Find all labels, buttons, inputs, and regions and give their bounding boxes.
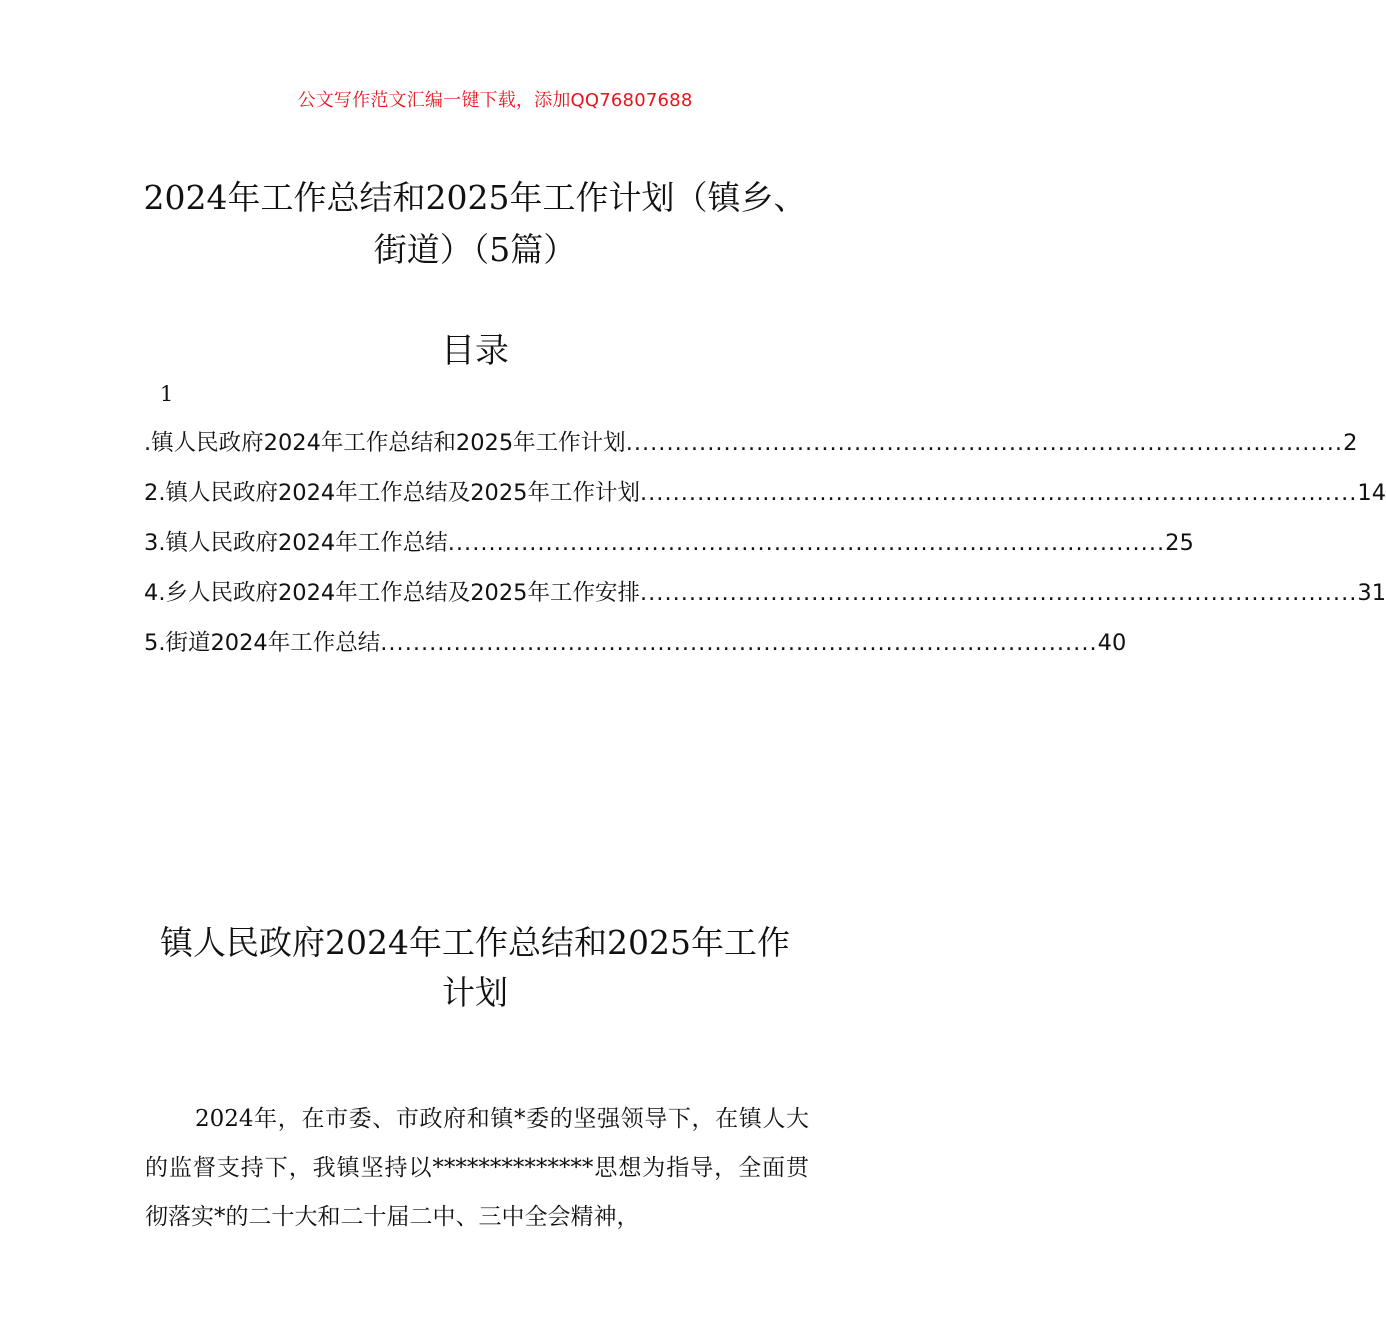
toc-leader-dots: ........................................................................................: [640, 580, 1358, 606]
toc-leader-dots: ........................................................................................: [447, 530, 1166, 556]
document-title: [130, 172, 820, 276]
body-paragraph: 2024年，在市委、市政府和镇*委的坚强领导下，在镇人大的监督支持下，我镇坚持以**************思想为指导，全面贯彻落实*的二十大和二十届二中、三中全会精神，: [145, 1106, 809, 1230]
toc-entry[interactable]: [144, 425, 1358, 475]
toc-entry-label: .镇人民政府2024年工作总结和2025年工作计划: [144, 430, 626, 456]
toc-leader-dots: ........................................................................................: [380, 630, 1098, 656]
section-title: [130, 918, 820, 1018]
toc-heading: 目录: [441, 331, 509, 371]
toc-entry[interactable]: [144, 525, 1194, 575]
toc-entry-label: 4.乡人民政府2024年工作总结及2025年工作安排: [144, 580, 640, 606]
document-title-line2: 街道）（5篇）: [373, 230, 577, 269]
toc-entry-page: 14: [1357, 480, 1386, 506]
toc-leader-dots: ........................................................................................: [640, 480, 1358, 506]
promo-banner: 公文写作范文汇编一键下载，添加QQ76807688: [297, 90, 693, 111]
document-title-line1: 2024年工作总结和2025年工作计划（镇乡、: [143, 178, 807, 217]
toc-first-number: 1: [160, 382, 174, 406]
toc-entry[interactable]: [144, 575, 1386, 625]
toc-entry-label: 5.街道2024年工作总结: [144, 630, 381, 656]
toc-entry-page: 2: [1343, 430, 1358, 456]
toc-leader-dots: ........................................................................................: [625, 430, 1344, 456]
section-title-line1: 镇人民政府2024年工作总结和2025年工作: [160, 923, 790, 962]
section-title-line2: 计划: [442, 973, 508, 1012]
table-of-contents: [144, 425, 1386, 675]
toc-entry-page: 40: [1097, 630, 1127, 656]
toc-entry[interactable]: [144, 475, 1386, 525]
toc-entry-page: 25: [1165, 530, 1194, 556]
toc-entry-page: 31: [1357, 580, 1386, 606]
toc-entry-label: 3.镇人民政府2024年工作总结: [144, 530, 448, 556]
toc-entry-label: 2.镇人民政府2024年工作总结及2025年工作计划: [144, 480, 640, 506]
toc-entry[interactable]: [144, 625, 1127, 675]
